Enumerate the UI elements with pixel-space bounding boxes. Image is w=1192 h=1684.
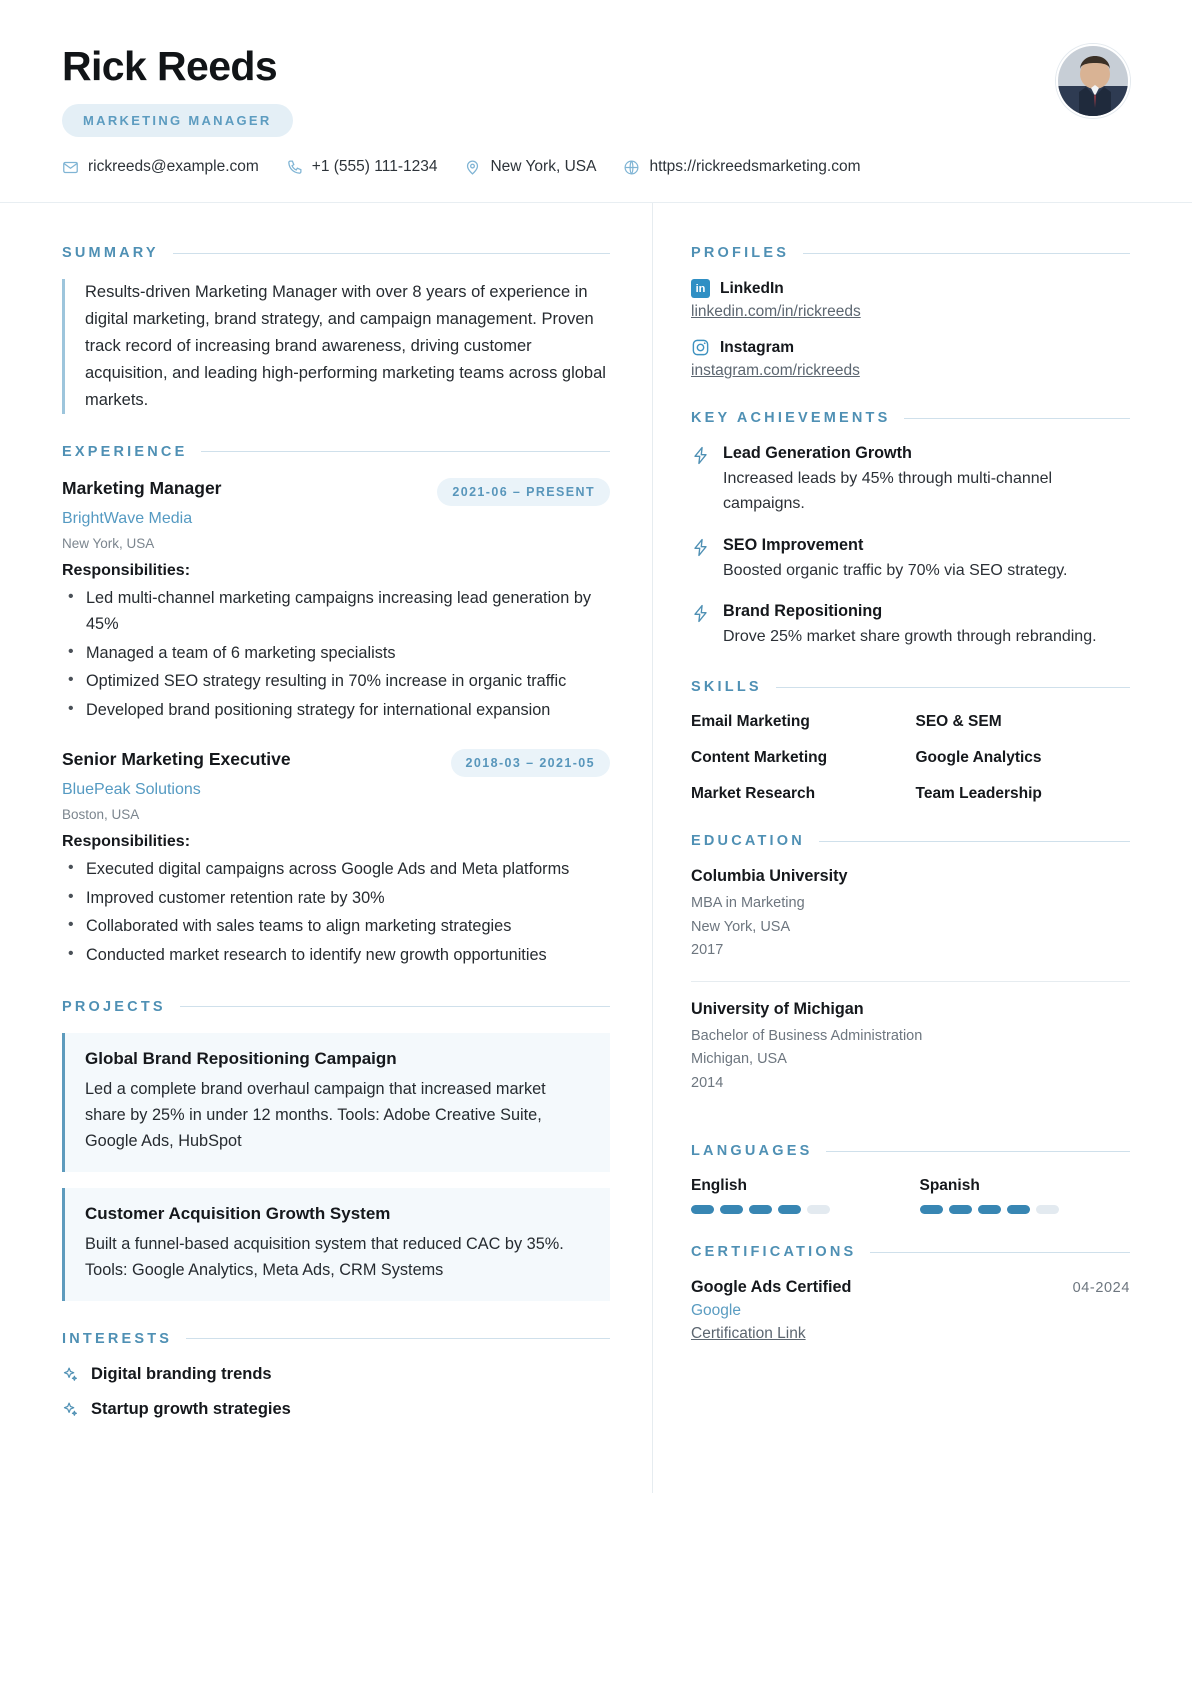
profile-header xyxy=(691,338,1130,357)
education-school: University of Michigan xyxy=(691,999,864,1018)
contact-email-text: rickreeds@example.com xyxy=(88,158,259,176)
achievement-item xyxy=(691,444,1130,517)
achievement-title: Brand Repositioning xyxy=(723,601,883,620)
education-heading-label: EDUCATION xyxy=(691,833,805,850)
achievement-description: Increased leads by 45% through multi-channel campaigns. xyxy=(723,470,1053,513)
certification-date: 04-2024 xyxy=(1072,1280,1130,1297)
level-dash xyxy=(1007,1205,1030,1214)
skills-heading xyxy=(691,679,1130,695)
contact-website[interactable] xyxy=(623,158,860,176)
interest-label: Digital branding trends xyxy=(91,1364,272,1383)
achievements-heading xyxy=(691,410,1130,426)
certification-name: Google Ads Certified xyxy=(691,1278,852,1297)
lightning-bolt-icon xyxy=(691,444,710,517)
location-pin-icon xyxy=(464,159,481,176)
responsibilities-label: Responsibilities: xyxy=(62,561,191,579)
profiles-heading-label: PROFILES xyxy=(691,245,790,262)
profile-link[interactable]: linkedin.com/in/rickreeds xyxy=(691,303,861,321)
language-level-meter xyxy=(920,1205,1131,1214)
interest-item xyxy=(62,1365,610,1384)
linkedin-icon: in xyxy=(691,279,710,298)
certification-link[interactable]: Certification Link xyxy=(691,1325,806,1343)
level-dash xyxy=(1036,1205,1059,1214)
level-dash xyxy=(949,1205,972,1214)
responsibilities-label: Responsibilities: xyxy=(62,833,191,851)
skill-item: Team Leadership xyxy=(915,785,1042,803)
heading-rule xyxy=(826,1151,1130,1152)
experience-heading-label: EXPERIENCE xyxy=(62,443,188,460)
sparkle-icon xyxy=(62,1366,79,1383)
level-dash xyxy=(807,1205,830,1214)
languages-grid xyxy=(691,1177,1130,1214)
achievement-title: SEO Improvement xyxy=(723,535,864,554)
heading-rule xyxy=(904,418,1130,419)
interest-label: Startup growth strategies xyxy=(91,1399,291,1418)
experience-item xyxy=(62,749,610,968)
section-interests xyxy=(62,1331,610,1419)
level-dash xyxy=(749,1205,772,1214)
certification-item xyxy=(691,1278,1130,1343)
skill-item: Email Marketing xyxy=(691,713,810,731)
job-company: BluePeak Solutions xyxy=(62,781,201,799)
section-key-achievements xyxy=(691,410,1130,649)
section-summary xyxy=(62,245,610,413)
certifications-heading-label: CERTIFICATIONS xyxy=(691,1244,857,1261)
language-item xyxy=(920,1177,1131,1214)
contact-website-text: https://rickreedsmarketing.com xyxy=(649,158,861,176)
skills-heading-label: SKILLS xyxy=(691,679,762,696)
list-item: • Executed digital campaigns across Google Ads and Meta platforms xyxy=(62,856,610,883)
language-item xyxy=(691,1177,902,1214)
role-badge: MARKETING MANAGER xyxy=(62,104,293,137)
certification-header xyxy=(691,1278,1130,1297)
skill-item: Google Analytics xyxy=(915,749,1042,767)
languages-heading xyxy=(691,1143,1130,1159)
avatar xyxy=(1056,44,1130,118)
profile-network: LinkedIn xyxy=(720,279,784,297)
skill-item: Market Research xyxy=(691,785,816,803)
job-title: Senior Marketing Executive xyxy=(62,749,291,770)
right-column xyxy=(652,203,1192,1493)
list-item: • Improved customer retention rate by 30% xyxy=(62,885,610,912)
contact-phone-text: +1 (555) 111-1234 xyxy=(311,158,438,176)
achievement-description: Boosted organic traffic by 70% via SEO strategy. xyxy=(723,561,1068,579)
section-projects xyxy=(62,999,610,1301)
job-header xyxy=(62,478,610,506)
level-dash xyxy=(720,1205,743,1214)
certifications-heading xyxy=(691,1244,1130,1260)
job-company: BrightWave Media xyxy=(62,509,193,527)
job-location: Boston, USA xyxy=(62,807,140,823)
resume-header xyxy=(0,0,1192,203)
projects-heading xyxy=(62,999,610,1015)
project-description: Built a funnel-based acquisition system that reduced CAC by 35%. Tools: Google Analytics, Meta Ads, CRM Systems xyxy=(85,1234,564,1279)
heading-rule xyxy=(180,1006,610,1007)
contact-row xyxy=(62,158,1130,176)
profile-linkedin xyxy=(691,279,1130,321)
certification-issuer: Google xyxy=(691,1302,741,1320)
heading-rule xyxy=(803,253,1130,254)
left-column xyxy=(0,203,652,1493)
lightning-bolt-icon xyxy=(691,536,710,583)
interest-item xyxy=(62,1400,610,1419)
phone-icon xyxy=(286,159,303,176)
achievement-description: Drove 25% market share growth through rebranding. xyxy=(723,627,1097,645)
project-title: Global Brand Repositioning Campaign xyxy=(85,1048,397,1068)
level-dash xyxy=(978,1205,1001,1214)
section-certifications xyxy=(691,1244,1130,1343)
contact-location-text: New York, USA xyxy=(490,158,597,176)
list-item: • Led multi-channel marketing campaigns increasing lead generation by 45% xyxy=(62,585,610,638)
summary-text: Results-driven Marketing Manager with over 8 years of experience in digital marketing, brand strategy, and campaign management. Proven track record of increasing brand awareness, driving customer acquisition, and leading high-performing marketing teams across global markets. xyxy=(62,279,610,413)
education-location: New York, USA xyxy=(691,918,791,935)
envelope-icon xyxy=(62,159,79,176)
contact-location xyxy=(464,158,596,176)
language-level-meter xyxy=(691,1205,902,1214)
heading-rule xyxy=(776,687,1130,688)
experience-item xyxy=(62,478,610,724)
language-name: English xyxy=(691,1177,747,1195)
languages-heading-label: LANGUAGES xyxy=(691,1143,813,1160)
profiles-heading xyxy=(691,245,1130,261)
profile-link[interactable]: instagram.com/rickreeds xyxy=(691,362,860,380)
responsibilities-list xyxy=(62,585,610,724)
responsibilities-list xyxy=(62,856,610,968)
education-year: 2014 xyxy=(691,1074,724,1091)
experience-heading xyxy=(62,444,610,460)
page-title: Rick Reeds xyxy=(62,43,278,89)
profile-network: Instagram xyxy=(720,338,795,356)
projects-heading-label: PROJECTS xyxy=(62,998,166,1015)
achievement-title: Lead Generation Growth xyxy=(723,444,912,463)
level-dash xyxy=(778,1205,801,1214)
interests-heading xyxy=(62,1331,610,1347)
section-experience xyxy=(62,444,610,969)
heading-rule xyxy=(186,1338,610,1339)
resume-body xyxy=(0,203,1192,1493)
section-languages xyxy=(691,1143,1130,1214)
list-item: • Managed a team of 6 marketing specialists xyxy=(62,640,610,667)
job-title: Marketing Manager xyxy=(62,477,222,498)
instagram-icon xyxy=(691,338,710,357)
summary-heading-label: SUMMARY xyxy=(62,245,159,262)
heading-rule xyxy=(819,841,1130,842)
section-profiles xyxy=(691,245,1130,380)
skill-item: Content Marketing xyxy=(691,749,828,767)
achievements-heading-label: KEY ACHIEVEMENTS xyxy=(691,410,891,427)
education-item xyxy=(691,981,1130,1113)
list-item: • Collaborated with sales teams to align marketing strategies xyxy=(62,913,610,940)
list-item: • Conducted market research to identify new growth opportunities xyxy=(62,942,610,969)
skill-item: SEO & SEM xyxy=(915,713,1002,731)
education-degree: Bachelor of Business Administration xyxy=(691,1027,923,1044)
level-dash xyxy=(691,1205,714,1214)
skills-grid xyxy=(691,713,1130,803)
level-dash xyxy=(920,1205,943,1214)
lightning-bolt-icon xyxy=(691,602,710,649)
achievement-item xyxy=(691,602,1130,649)
project-title: Customer Acquisition Growth System xyxy=(85,1203,391,1223)
contact-email[interactable] xyxy=(62,158,259,176)
interests-heading-label: INTERESTS xyxy=(62,1330,173,1347)
project-item xyxy=(62,1188,610,1301)
education-school: Columbia University xyxy=(691,867,848,886)
profile-header xyxy=(691,279,1130,298)
education-heading xyxy=(691,833,1130,849)
summary-heading xyxy=(62,245,610,261)
education-item xyxy=(691,867,1130,980)
profile-instagram xyxy=(691,338,1130,380)
heading-rule xyxy=(173,253,610,254)
job-date-badge: 2018-03 – 2021-05 xyxy=(451,749,610,777)
list-item: • Optimized SEO strategy resulting in 70% increase in organic traffic xyxy=(62,668,610,695)
job-date-badge: 2021-06 – PRESENT xyxy=(437,478,610,506)
achievement-item xyxy=(691,536,1130,583)
project-description: Led a complete brand overhaul campaign that increased market share by 25% in under 12 months. Tools: Adobe Creative Suite, Google Ads, HubSpot xyxy=(85,1079,546,1150)
project-item xyxy=(62,1033,610,1172)
job-header xyxy=(62,749,610,777)
heading-rule xyxy=(870,1252,1130,1253)
education-year: 2017 xyxy=(691,942,724,959)
contact-phone[interactable] xyxy=(286,158,438,176)
list-item: • Developed brand positioning strategy for international expansion xyxy=(62,697,610,724)
education-degree: MBA in Marketing xyxy=(691,895,805,912)
language-name: Spanish xyxy=(919,1177,980,1195)
globe-icon xyxy=(623,159,640,176)
section-education xyxy=(691,833,1130,1113)
sparkle-icon xyxy=(62,1401,79,1418)
heading-rule xyxy=(201,451,610,452)
job-location: New York, USA xyxy=(62,535,155,551)
section-skills xyxy=(691,679,1130,803)
education-location: Michigan, USA xyxy=(691,1051,787,1068)
